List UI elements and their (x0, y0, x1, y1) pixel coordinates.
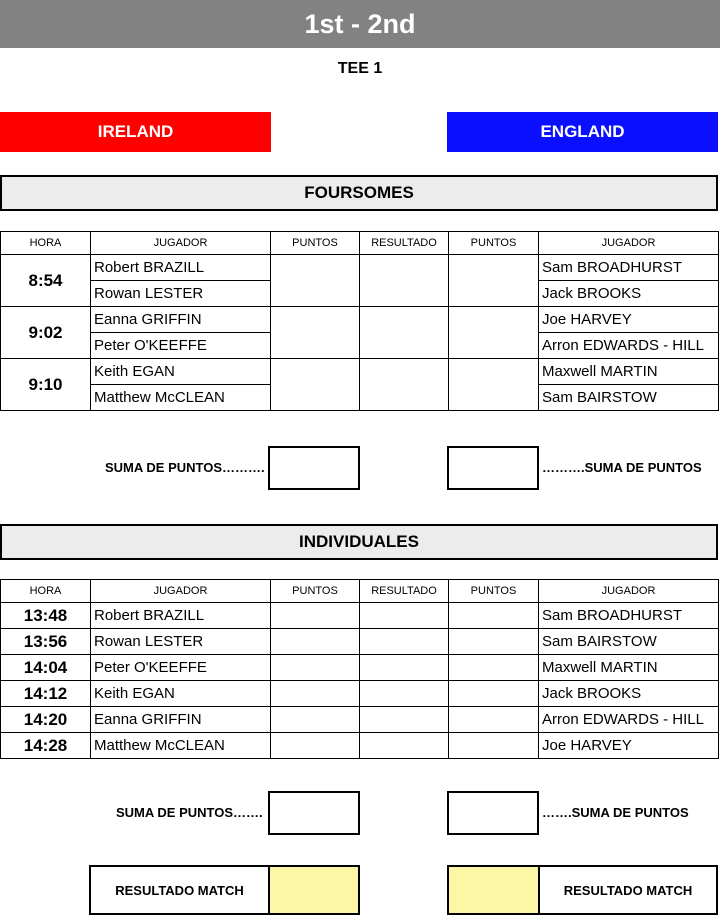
points-cell[interactable] (449, 707, 539, 733)
player-name: Sam BAIRSTOW (539, 385, 719, 411)
sum-points-label-right: …….SUMA DE PUNTOS (542, 805, 689, 820)
points-cell[interactable] (449, 603, 539, 629)
player-name: Maxwell MARTIN (539, 359, 719, 385)
col-puntos: PUNTOS (271, 232, 360, 255)
result-match-label-left: RESULTADO MATCH (89, 865, 270, 915)
points-cell[interactable] (449, 655, 539, 681)
match-time: 8:54 (1, 255, 91, 307)
points-cell[interactable] (271, 655, 360, 681)
points-cell[interactable] (449, 681, 539, 707)
table-row (1, 255, 719, 281)
points-cell[interactable] (271, 681, 360, 707)
col-jugador: JUGADOR (91, 580, 271, 603)
sum-points-box-right[interactable] (447, 791, 539, 835)
result-cell[interactable] (360, 255, 449, 307)
col-jugador: JUGADOR (539, 232, 719, 255)
individuales-title: INDIVIDUALES (0, 524, 718, 560)
player-name: Keith EGAN (91, 681, 271, 707)
table-row (1, 707, 719, 733)
points-cell[interactable] (271, 707, 360, 733)
sum-points-label-left: SUMA DE PUNTOS………. (105, 460, 265, 475)
result-match-box-left[interactable] (268, 865, 360, 915)
result-cell[interactable] (360, 359, 449, 411)
player-name: Sam BROADHURST (539, 603, 719, 629)
col-resultado: RESULTADO (360, 580, 449, 603)
match-time: 9:02 (1, 307, 91, 359)
result-cell[interactable] (360, 603, 449, 629)
page-title: 1st - 2nd (0, 0, 720, 48)
table-row (1, 681, 719, 707)
foursomes-table (0, 231, 719, 411)
table-header-row (1, 232, 719, 255)
points-cell[interactable] (271, 307, 360, 359)
player-name: Sam BROADHURST (539, 255, 719, 281)
points-cell[interactable] (449, 733, 539, 759)
points-cell[interactable] (271, 629, 360, 655)
player-name: Eanna GRIFFIN (91, 307, 271, 333)
points-cell[interactable] (271, 359, 360, 411)
table-row (1, 629, 719, 655)
table-header-row (1, 580, 719, 603)
player-name: Rowan LESTER (91, 629, 271, 655)
player-name: Keith EGAN (91, 359, 271, 385)
sum-points-box-right[interactable] (447, 446, 539, 490)
player-name: Peter O'KEEFFE (91, 333, 271, 359)
player-name: Joe HARVEY (539, 307, 719, 333)
table-row (1, 603, 719, 629)
table-row (1, 307, 719, 333)
match-time: 14:28 (1, 733, 91, 759)
player-name: Joe HARVEY (539, 733, 719, 759)
sum-points-box-left[interactable] (268, 446, 360, 490)
points-cell[interactable] (449, 359, 539, 411)
result-match-box-right[interactable] (447, 865, 540, 915)
col-puntos: PUNTOS (449, 580, 539, 603)
table-row (1, 655, 719, 681)
tee-label: TEE 1 (337, 60, 383, 77)
player-name: Matthew McCLEAN (91, 733, 271, 759)
points-cell[interactable] (271, 733, 360, 759)
player-name: Maxwell MARTIN (539, 655, 719, 681)
sum-points-box-left[interactable] (268, 791, 360, 835)
points-cell[interactable] (449, 629, 539, 655)
result-match-label-right: RESULTADO MATCH (538, 865, 718, 915)
team-ireland-banner: IRELAND (0, 112, 271, 152)
points-cell[interactable] (449, 255, 539, 307)
result-cell[interactable] (360, 707, 449, 733)
match-time: 14:20 (1, 707, 91, 733)
player-name: Arron EDWARDS - HILL (539, 707, 719, 733)
individuales-table (0, 579, 719, 759)
player-name: Arron EDWARDS - HILL (539, 333, 719, 359)
col-hora: HORA (1, 580, 91, 603)
col-puntos: PUNTOS (271, 580, 360, 603)
match-time: 13:56 (1, 629, 91, 655)
result-cell[interactable] (360, 681, 449, 707)
player-name: Robert BRAZILL (91, 255, 271, 281)
player-name: Jack BROOKS (539, 681, 719, 707)
result-cell[interactable] (360, 733, 449, 759)
points-cell[interactable] (271, 255, 360, 307)
points-cell[interactable] (449, 307, 539, 359)
match-time: 9:10 (1, 359, 91, 411)
match-time: 13:48 (1, 603, 91, 629)
match-time: 14:12 (1, 681, 91, 707)
points-cell[interactable] (271, 603, 360, 629)
player-name: Eanna GRIFFIN (91, 707, 271, 733)
table-row (1, 359, 719, 385)
result-cell[interactable] (360, 629, 449, 655)
col-jugador: JUGADOR (91, 232, 271, 255)
player-name: Rowan LESTER (91, 281, 271, 307)
foursomes-title: FOURSOMES (0, 175, 718, 211)
col-jugador: JUGADOR (539, 580, 719, 603)
match-time: 14:04 (1, 655, 91, 681)
result-cell[interactable] (360, 307, 449, 359)
col-puntos: PUNTOS (449, 232, 539, 255)
col-resultado: RESULTADO (360, 232, 449, 255)
result-cell[interactable] (360, 655, 449, 681)
player-name: Sam BAIRSTOW (539, 629, 719, 655)
player-name: Peter O'KEEFFE (91, 655, 271, 681)
table-row (1, 733, 719, 759)
player-name: Matthew McCLEAN (91, 385, 271, 411)
team-england-banner: ENGLAND (447, 112, 718, 152)
player-name: Robert BRAZILL (91, 603, 271, 629)
col-hora: HORA (1, 232, 91, 255)
sum-points-label-left: SUMA DE PUNTOS……. (116, 805, 263, 820)
sum-points-label-right: ……….SUMA DE PUNTOS (542, 460, 702, 475)
player-name: Jack BROOKS (539, 281, 719, 307)
